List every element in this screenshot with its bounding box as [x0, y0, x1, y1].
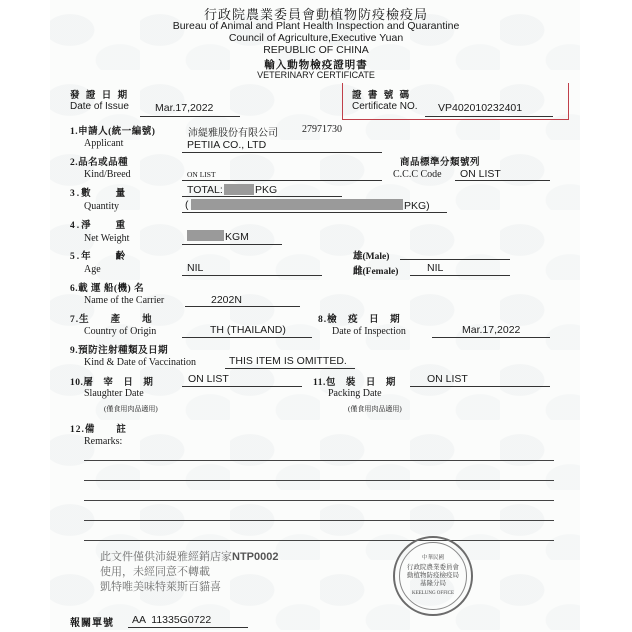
- slaughter-value: ON LIST: [188, 373, 229, 385]
- male-underline: [400, 259, 510, 260]
- agency-english-title: Bureau of Animal and Plant Health Inspection and Quarantine: [172, 20, 460, 32]
- quantity-total-prefix: TOTAL:: [187, 184, 223, 196]
- carrier-label: Name of the Carrier: [84, 295, 165, 306]
- vaccination-underline: [225, 368, 355, 369]
- kind-label: Kind/Breed: [84, 169, 131, 180]
- applicant-name-en: PETIIA CO., LTD: [187, 139, 267, 151]
- distribution-notice: [100, 550, 278, 595]
- ccc-underline: [455, 180, 550, 181]
- seal-bottom-text: KEELUNG OFFICE: [411, 591, 455, 596]
- seal-line-2: 動植物防疫檢疫局: [407, 572, 459, 579]
- packing-label-zh: 11.包 裝 日 期: [313, 378, 396, 388]
- slaughter-label: Slaughter Date: [84, 388, 144, 399]
- quantity-label: Quantity: [84, 201, 119, 212]
- packing-underline: [410, 386, 550, 387]
- age-label: Age: [84, 264, 101, 275]
- carrier-underline: [185, 306, 300, 307]
- male-label: 雄(Male): [353, 252, 390, 262]
- weight-label-zh: 4.淨 重: [70, 221, 128, 231]
- vaccination-label: Kind & Date of Vaccination: [84, 357, 197, 368]
- kind-label-zh: 2.品名或品種: [70, 158, 129, 168]
- country-title: REPUBLIC OF CHINA: [263, 44, 369, 56]
- certificate-number-label: Certificate NO.: [352, 101, 418, 112]
- quantity-label-zh: 3.數 量: [70, 189, 128, 199]
- origin-label-zh: 7.生 產 地: [70, 315, 153, 325]
- applicant-label-zh: 1.申請人(統一編號): [70, 127, 156, 137]
- weight-underline: [182, 244, 282, 245]
- inspection-underline: [432, 337, 550, 338]
- quantity-detail-underline: [182, 212, 447, 213]
- packing-value: ON LIST: [427, 373, 468, 385]
- declaration-underline: [128, 627, 248, 628]
- slaughter-underline: [182, 386, 302, 387]
- issue-date-underline: [140, 116, 240, 117]
- agency-chinese-title: 行政院農業委員會動植物防疫檢疫局: [203, 7, 428, 22]
- issue-date-value: Mar.17,2022: [155, 102, 214, 114]
- applicant-tax-id: 27971730: [302, 124, 342, 135]
- carrier-value: 2202N: [211, 294, 242, 306]
- age-value: NIL: [187, 262, 204, 274]
- declaration-label: 報關單號: [70, 618, 114, 629]
- origin-label: Country of Origin: [84, 326, 157, 337]
- notice-line-2: 使用，未經同意不轉載: [100, 566, 210, 578]
- quantity-paren-open: (: [185, 199, 189, 211]
- notice-line-3: 凱特唯美味特萊斯百貓喜: [100, 581, 221, 593]
- issue-date-label: Date of Issue: [70, 101, 129, 112]
- vaccination-value: THIS ITEM IS OMITTED.: [229, 355, 347, 367]
- ccc-value: ON LIST: [460, 168, 501, 180]
- age-label-zh: 5.年 齡: [70, 252, 128, 262]
- female-underline: [410, 275, 510, 276]
- origin-value: TH (THAILAND): [210, 324, 286, 336]
- carrier-label-zh: 6.載 運 船(機) 名: [70, 284, 145, 294]
- seal-top-text: 中華民國: [421, 555, 444, 561]
- remarks-label-zh: 12.備 註: [70, 425, 127, 435]
- inspection-label-zh: 8.檢 疫 日 期: [318, 315, 401, 325]
- remarks-line: [84, 520, 554, 521]
- kind-underline: [182, 180, 382, 181]
- ccc-label: C.C.C Code: [393, 169, 442, 180]
- remarks-line: [84, 540, 554, 541]
- council-title: Council of Agriculture,Executive Yuan: [228, 32, 404, 44]
- certificate-number-value: VP402010232401: [438, 102, 523, 114]
- inspection-value: Mar.17,2022: [462, 324, 521, 336]
- applicant-label: Applicant: [84, 138, 124, 149]
- weight-label: Net Weight: [84, 233, 130, 244]
- official-seal: [393, 536, 473, 616]
- remarks-line: [84, 460, 554, 461]
- issue-date-label-zh: 發 證 日 期: [70, 91, 130, 101]
- dealer-code: NTP0002: [232, 551, 279, 563]
- quantity-detail-redaction: [191, 199, 403, 210]
- quantity-paren-suffix: PKG): [404, 200, 430, 212]
- document-title-english: VETERINARY CERTIFICATE: [257, 70, 375, 80]
- kind-value: ON LIST: [187, 170, 216, 179]
- remarks-line: [84, 500, 554, 501]
- notice-line-1: 此文件僅供沛緹雅經銷店家: [100, 551, 232, 563]
- document-title-chinese: 輸入動物檢疫證明書: [264, 60, 368, 71]
- slaughter-label-zh: 10.屠 宰 日 期: [70, 378, 154, 388]
- remarks-label: Remarks:: [84, 436, 123, 447]
- slaughter-note: (僅食用肉品適用): [104, 405, 158, 413]
- weight-unit: KGM: [225, 231, 249, 243]
- seal-line-1: 行政院農業委員會: [407, 564, 459, 571]
- female-label: 雌(Female): [353, 267, 399, 277]
- applicant-name-zh: 沛緹雅股份有限公司: [188, 128, 278, 139]
- vaccination-label-zh: 9.預防注射種類及日期: [70, 346, 169, 356]
- packing-note: (僅食用肉品適用): [348, 405, 402, 413]
- quantity-total-underline: [182, 196, 342, 197]
- age-underline: [182, 275, 322, 276]
- origin-underline: [182, 337, 312, 338]
- ccc-label-zh: 商品標準分類號列: [400, 158, 481, 168]
- seal-line-3: 基隆分局: [420, 580, 446, 587]
- certificate-number-underline: [425, 116, 553, 117]
- inspection-label: Date of Inspection: [332, 326, 406, 337]
- applicant-underline: [182, 152, 382, 153]
- certificate-number-label-zh: 證 書 號 碼: [352, 91, 412, 101]
- packing-label: Packing Date: [328, 388, 382, 399]
- female-value: NIL: [427, 262, 444, 274]
- remarks-line: [84, 480, 554, 481]
- declaration-value: AA 11335G0722: [132, 614, 212, 626]
- quantity-total-suffix: PKG: [255, 184, 278, 196]
- quantity-total-redaction: [224, 184, 254, 195]
- weight-redaction: [187, 230, 224, 241]
